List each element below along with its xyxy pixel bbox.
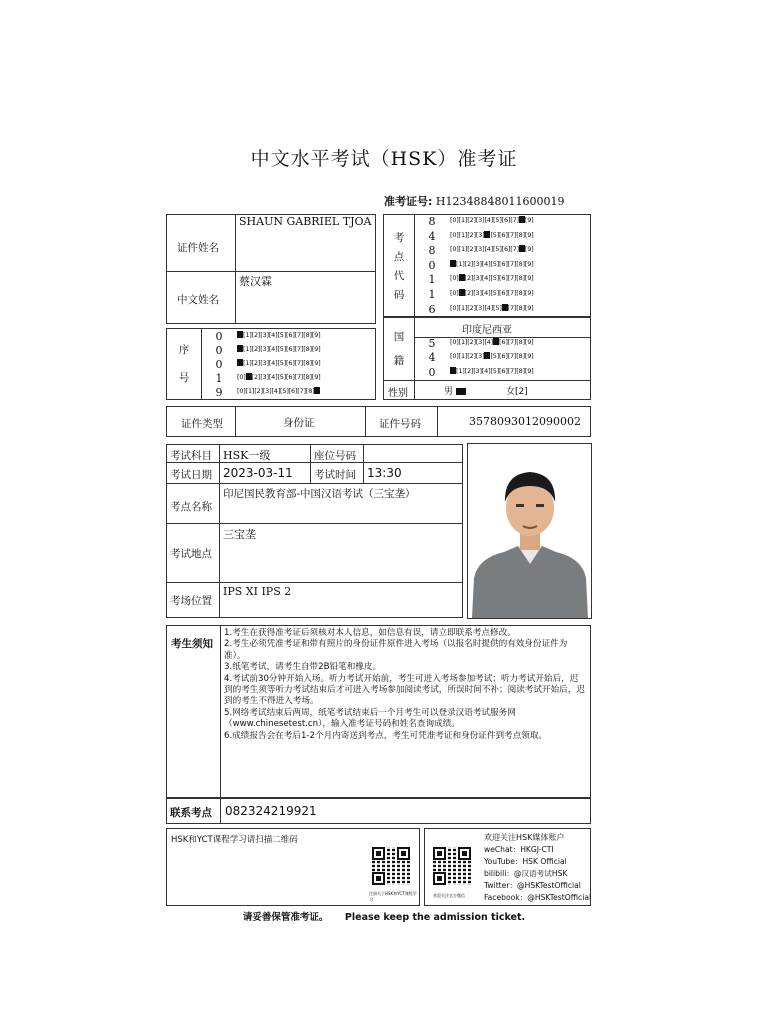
nationality-filled-bubble [493, 338, 499, 345]
footer-cn: 请妥善保管准考证。 [242, 912, 329, 923]
serial-filled-bubble [237, 331, 243, 338]
site-code-bubbles: [0][1][2][3][4][5] [7][8][9] [450, 303, 534, 312]
ticket-number [384, 193, 564, 209]
nationality-label-2: 籍 [393, 355, 405, 367]
site-code-label-4: 码 [393, 289, 405, 301]
serial-label-1: 序 [178, 344, 190, 356]
nationality-row [414, 366, 590, 381]
site-code-filled-bubble [459, 289, 465, 296]
notes-label: 考生须知 [171, 638, 213, 650]
time-label: 考试时间 [314, 469, 356, 481]
course-qr-small: 注册关于HSK和YCT课程学习 [369, 891, 417, 902]
site-code-digit: 1 [428, 288, 436, 301]
nationality-row [414, 337, 590, 352]
serial-row [201, 330, 375, 345]
subject-label: 考试科目 [170, 450, 212, 462]
name-label: 证件姓名 [177, 242, 219, 254]
footer-en: Please keep the admission ticket. [344, 912, 526, 923]
center-name-value: 印尼国民教育部-中国汉语考试（三宝垄） [223, 488, 416, 500]
nationality-rows [414, 337, 590, 380]
serial-bubbles: [0] [2][3][4][5][6][7][8][9] [237, 373, 321, 381]
serial-filled-bubble [237, 345, 243, 352]
site-code-row [414, 273, 590, 288]
gender-female: 女[2] [506, 387, 528, 397]
serial-box [166, 328, 376, 400]
id-number-label: 证件号码 [379, 418, 421, 430]
nationality-bubbles: [1][2][3][4][5][6][7][8][9] [450, 367, 533, 375]
serial-digit: 0 [215, 344, 223, 357]
candidate-photo [470, 446, 590, 618]
location-label: 考试地点 [170, 548, 212, 560]
serial-label-2: 号 [178, 372, 190, 384]
serial-bubbles: [1][2][3][4][5][6][7][8][9] [237, 331, 320, 339]
site-code-filled-bubble [519, 245, 525, 252]
site-code-filled-bubble [450, 260, 456, 267]
site-code-digit: 8 [428, 215, 436, 228]
contact-label: 联系考点 [170, 807, 212, 819]
chinese-name-label: 中文姓名 [177, 294, 219, 306]
date-label: 考试日期 [170, 469, 212, 481]
site-code-row [414, 230, 590, 245]
nationality-bubbles: [0][1][2][3] [5][6][7][8][9] [450, 352, 534, 361]
site-code-filled-bubble [484, 231, 490, 238]
nationality-filled-bubble [484, 352, 490, 359]
serial-row [201, 386, 375, 401]
note-item: 1.考生在获得准考证后须核对本人信息，如信息有误，请立即联系考点修改。 [224, 628, 516, 638]
site-code-rows [414, 215, 590, 316]
nationality-label-1: 国 [393, 331, 405, 343]
course-qr-box [166, 828, 420, 906]
center-name-label: 考点名称 [170, 501, 212, 513]
social-line: weChat：HKGJ-CTI [484, 845, 554, 854]
time-value: 13:30 [367, 466, 402, 480]
contact-value: 082324219921 [225, 804, 317, 818]
footer-note [0, 909, 768, 923]
site-code-bubbles: [0] [2][3][4][5][6][7][8][9] [450, 274, 534, 283]
site-code-filled-bubble [502, 304, 508, 311]
serial-digit: 0 [215, 330, 223, 343]
site-code-bubbles: [0][1][2][3][4][5][6][7] [9] [450, 216, 534, 224]
serial-digit: 9 [215, 386, 223, 399]
id-type-value: 身份证 [283, 417, 315, 429]
site-code-label-3: 代 [393, 270, 405, 282]
social-heading: 欢迎关注HSK媒体账户 [484, 833, 565, 842]
exam-info-box [166, 444, 463, 618]
nationality-digit: 4 [428, 351, 436, 365]
site-code-row [414, 215, 590, 230]
gender-label: 性别 [388, 388, 408, 399]
site-code-bubbles: [0][1][2][3][4][5][6][7] [9] [450, 245, 534, 254]
social-accounts [484, 832, 591, 904]
course-qr-code [372, 847, 410, 885]
serial-digit: 1 [215, 372, 223, 385]
course-qr-caption: HSK和YCT课程学习请扫描二维码 [171, 835, 298, 845]
contact-box [166, 798, 591, 824]
id-number-value: 3578093012090002 [469, 415, 581, 428]
serial-filled-bubble [246, 373, 252, 380]
site-code-row [414, 259, 590, 274]
id-type-label: 证件类型 [181, 418, 223, 430]
site-code-box [383, 214, 591, 317]
serial-rows [201, 330, 375, 399]
site-code-bubbles: [0] [2][3][4][5][6][7][8][9] [450, 289, 534, 297]
location-value: 三宝垄 [223, 528, 256, 541]
social-line: YouTube：HSK Official [484, 857, 567, 866]
social-line: bilibili：@汉语考试HSK [484, 869, 568, 878]
candidate-photo-image [470, 446, 590, 618]
wechat-qr-code [433, 847, 471, 885]
nationality-digit: 0 [428, 365, 436, 379]
serial-bubbles: [1][2][3][4][5][6][7][8][9] [237, 345, 320, 353]
serial-bubbles: [1][2][3][4][5][6][7][8][9] [237, 359, 320, 367]
nationality-row [414, 351, 590, 366]
social-line: Facebook：@HSKTestOfficial [484, 893, 592, 902]
gender-male [444, 384, 466, 397]
site-code-label-2: 点 [393, 251, 405, 263]
ticket-number-value: H12348848011600019 [435, 195, 565, 208]
nationality-digit: 5 [428, 337, 436, 350]
serial-bubbles: [0][1][2][3][4][5][6][7][8] [237, 387, 320, 395]
site-code-digit: 8 [428, 244, 436, 258]
ticket-number-label: 准考证号: [384, 195, 433, 208]
note-item: 3.纸笔考试，请考生自带2B铅笔和橡皮。 [224, 662, 382, 673]
nationality-value: 印度尼西亚 [462, 325, 512, 336]
note-item: 5.网络考试结束后两周，纸笔考试结束后一个月考生可以登录汉语考试服务网（www.chinesetest.cn），输入准考证号码和姓名查询成绩。 [224, 707, 516, 730]
site-code-digit: 6 [428, 302, 436, 316]
site-code-digit: 4 [428, 229, 436, 243]
name-box [166, 214, 376, 324]
chinese-name-value: 蔡汉霖 [239, 275, 272, 288]
site-code-row [414, 288, 590, 303]
serial-row [201, 372, 375, 387]
date-value: 2023-03-11 [223, 466, 293, 480]
gender-male-mark [456, 388, 466, 395]
note-item: 2.考生必须凭准考证和带有照片的身份证件原件进入考场（以报名时提供的有效身份证件为准）。 [224, 639, 568, 661]
site-code-bubbles: [1][2][3][4][5][6][7][8][9] [450, 260, 533, 268]
serial-filled-bubble [314, 387, 320, 394]
serial-filled-bubble [237, 359, 243, 366]
site-code-label-1: 考 [393, 232, 405, 244]
serial-row [201, 358, 375, 373]
site-code-row [414, 303, 590, 318]
nationality-box [383, 317, 591, 400]
wechat-qr-small: 欢迎关注官方微信 [433, 893, 465, 898]
site-code-filled-bubble [519, 216, 525, 223]
site-code-bubbles: [0][1][2][3] [5][6][7][8][9] [450, 230, 534, 239]
nationality-bubbles: [0][1][2][3][4] [6][7][8][9] [450, 338, 534, 346]
page-title: 中文水平考试（HSK）准考证 [250, 148, 518, 170]
notes-list [224, 628, 586, 742]
serial-row [201, 344, 375, 359]
id-box [166, 406, 591, 437]
serial-digit: 0 [215, 358, 223, 371]
room-label: 考场位置 [170, 595, 212, 607]
subject-value: HSK一级 [223, 449, 271, 462]
site-code-digit: 0 [428, 258, 436, 272]
site-code-digit: 1 [428, 273, 436, 287]
seat-label: 座位号码 [314, 450, 356, 462]
site-code-row [414, 244, 590, 259]
room-value: IPS XI IPS 2 [223, 585, 292, 598]
gender-male-label: 男 [444, 387, 454, 397]
nationality-filled-bubble [450, 367, 456, 374]
note-item: 4.考试前30分钟开始入场。听力考试开始前，考生可进入考场参加考试；听力考试开始后，迟到的考生须等听力考试结束后才可进入考场参加阅读考试，所误时间不补；阅读考试开始后，迟到的考生不得进入考场。 [224, 673, 585, 707]
note-item: 6.成绩报告会在考后1-2个月内寄送到考点，考生可凭准考证和身份证件到考点领取。 [224, 730, 548, 741]
social-line: Twitter：@HSKTestOfficial [484, 881, 581, 890]
name-value: SHAUN GABRIEL TJOA [239, 215, 372, 228]
site-code-filled-bubble [459, 274, 465, 281]
